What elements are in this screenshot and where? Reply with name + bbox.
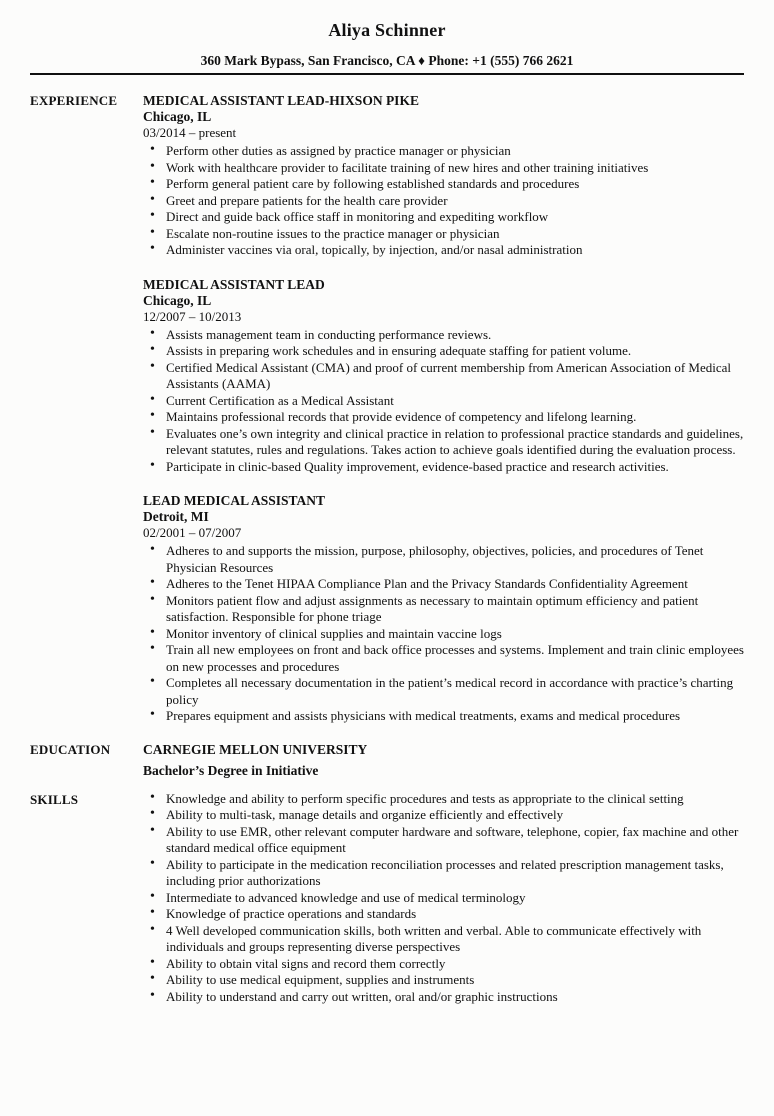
job-location: Chicago, IL <box>143 292 212 308</box>
job-title: MEDICAL ASSISTANT LEAD <box>143 276 325 292</box>
job-dates: 02/2001 – 07/2007 <box>143 525 242 540</box>
bullet-item: • Knowledge and ability to perform specific procedures and tests as appropriate to the clinical setting <box>143 791 744 808</box>
bullet-item: • Prepares equipment and assists physicians with medical treatments, exams and medical procedures <box>143 708 744 725</box>
job-location: Chicago, IL <box>143 109 212 124</box>
bullet-item: • Participate in clinic-based Quality improvement, evidence-based practice and research activities. <box>143 459 744 476</box>
resume-header <box>30 19 744 75</box>
bullet-item: • Escalate non-routine issues to the practice manager or physician <box>143 226 744 243</box>
bullet-item: • Ability to understand and carry out written, oral and/or graphic instructions <box>143 989 744 1006</box>
bullet-item: • Current Certification as a Medical Assistant <box>143 393 744 410</box>
bullet-item: • Ability to multi-task, manage details and organize efficiently and effectively <box>143 807 744 824</box>
job-bullet-list <box>143 143 744 259</box>
education-content <box>143 741 744 779</box>
bullet-item: • Monitor inventory of clinical supplies and maintain vaccine logs <box>143 626 744 643</box>
bullet-item: • 4 Well developed communication skills, both written and verbal. Able to communicate effectively with individuals and groups representing diverse perspectives <box>143 923 744 956</box>
bullet-item: • Ability to obtain vital signs and record them correctly <box>143 956 744 973</box>
skills-section <box>30 791 744 1006</box>
bullet-item: • Work with healthcare provider to facilitate training of new hires and other training initiatives <box>143 160 744 177</box>
education-section <box>30 741 744 779</box>
candidate-name: Aliya Schinner <box>328 20 446 40</box>
skills-section-label: SKILLS <box>30 791 79 807</box>
bullet-item: • Ability to participate in the medication reconciliation processes and related prescription management tasks, including prior authorizations <box>143 857 744 890</box>
contact-line: 360 Mark Bypass, San Francisco, CA ♦ Phone: +1 (555) 766 2621 <box>200 53 574 68</box>
job-title: MEDICAL ASSISTANT LEAD-HIXSON PIKE <box>143 93 419 108</box>
job-bullet-list <box>143 327 744 476</box>
bullet-item: • Direct and guide back office staff in monitoring and expediting workflow <box>143 209 744 226</box>
header-divider <box>30 73 744 75</box>
school-name: CARNEGIE MELLON UNIVERSITY <box>143 741 368 757</box>
bullet-item: • Monitors patient flow and adjust assignments as necessary to maintain optimum efficiency and patient satisfaction. Responsible for phone triage <box>143 593 744 626</box>
job-bullet-list <box>143 543 744 725</box>
bullet-item: • Ability to use medical equipment, supplies and instruments <box>143 972 744 989</box>
education-section-label: EDUCATION <box>30 741 111 757</box>
skills-bullet-list <box>143 791 744 1006</box>
bullet-item: • Greet and prepare patients for the health care provider <box>143 193 744 210</box>
bullet-item: • Knowledge of practice operations and standards <box>143 906 744 923</box>
bullet-item: • Completes all necessary documentation in the patient’s medical record in accordance with practice’s charting policy <box>143 675 744 708</box>
bullet-item: • Maintains professional records that provide evidence of competency and lifelong learning. <box>143 409 744 426</box>
job-location: Detroit, MI <box>143 509 209 524</box>
bullet-item: • Evaluates one’s own integrity and clinical practice in relation to professional practice standards and guidelines, relevant statutes, rules and regulations. Takes action to achieve goals identified during the evaluation process. <box>143 426 744 459</box>
job-entry <box>143 92 744 259</box>
experience-section <box>30 92 744 725</box>
degree-name: Bachelor’s Degree in Initiative <box>143 762 319 778</box>
bullet-item: • Perform other duties as assigned by practice manager or physician <box>143 143 744 160</box>
bullet-item: • Assists management team in conducting performance reviews. <box>143 327 744 344</box>
job-dates: 03/2014 – present <box>143 125 237 140</box>
experience-content <box>143 92 744 725</box>
bullet-item: • Ability to use EMR, other relevant computer hardware and software, telephone, copier, fax machine and other standard medical office equipment <box>143 824 744 857</box>
bullet-item: • Adheres to and supports the mission, purpose, philosophy, objectives, policies, and procedures of Tenet Physician Resources <box>143 543 744 576</box>
bullet-item: • Certified Medical Assistant (CMA) and proof of current membership from American Association of Medical Assistants (AAMA) <box>143 360 744 393</box>
experience-section-label: EXPERIENCE <box>30 93 118 108</box>
bullet-item: • Perform general patient care by following established standards and procedures <box>143 176 744 193</box>
bullet-item: • Intermediate to advanced knowledge and use of medical terminology <box>143 890 744 907</box>
bullet-item: • Administer vaccines via oral, topically, by injection, and/or nasal administration <box>143 242 744 259</box>
bullet-item: • Train all new employees on front and back office processes and systems. Implement and train clinic employees on new processes and procedures <box>143 642 744 675</box>
job-title: LEAD MEDICAL ASSISTANT <box>143 493 326 508</box>
bullet-item: • Assists in preparing work schedules and in ensuring adequate staffing for patient volume. <box>143 343 744 360</box>
bullet-item: • Adheres to the Tenet HIPAA Compliance Plan and the Privacy Standards Confidentiality Agreement <box>143 576 744 593</box>
skills-content <box>143 791 744 1006</box>
job-entry <box>143 492 744 725</box>
job-entry <box>143 276 744 476</box>
job-dates: 12/2007 – 10/2013 <box>143 308 242 324</box>
